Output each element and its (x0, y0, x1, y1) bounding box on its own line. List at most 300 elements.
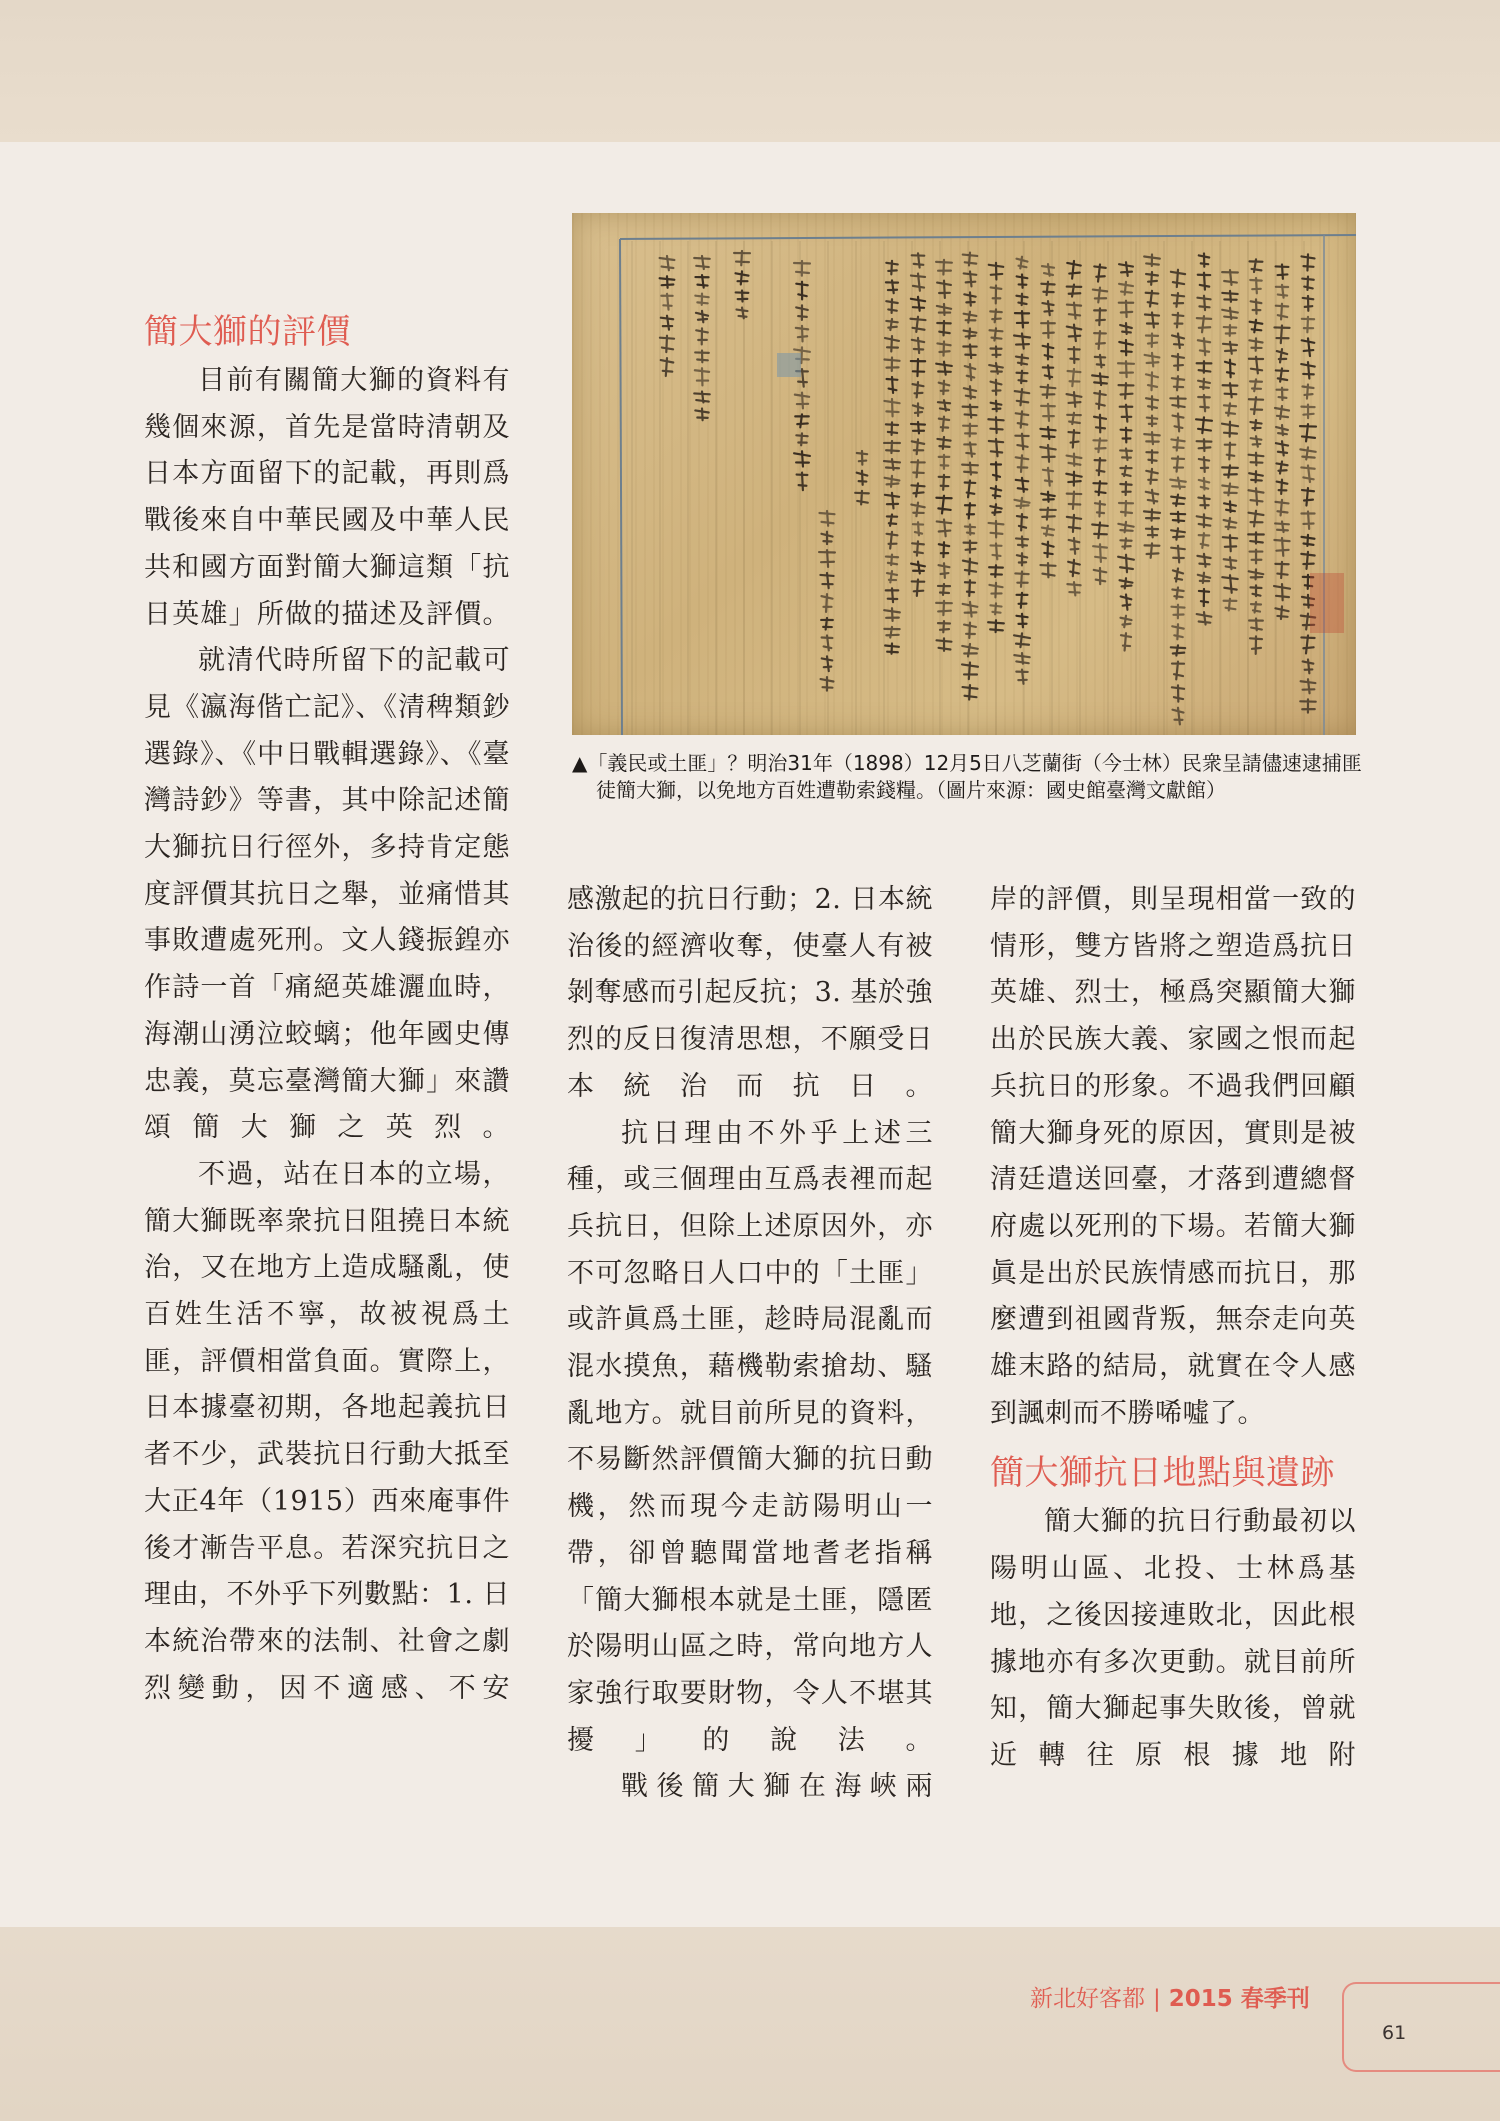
handwriting-glyph (1069, 430, 1080, 448)
handwriting-glyph (1275, 562, 1288, 578)
handwriting-glyph (937, 304, 951, 315)
handwriting-glyph (937, 321, 950, 335)
handwriting-glyph (1301, 362, 1315, 378)
handwriting-glyph (1199, 589, 1209, 606)
handwriting-glyph (1119, 340, 1132, 355)
handwriting-glyph (795, 393, 809, 409)
handwriting-glyph (963, 559, 977, 575)
handwriting-glyph (1223, 535, 1237, 551)
handwriting-glyph (1120, 482, 1131, 495)
handwriting-glyph (936, 601, 952, 615)
handwriting-glyph (1041, 282, 1054, 295)
handwriting-glyph (1119, 501, 1133, 516)
handwriting-glyph (1146, 372, 1158, 390)
handwriting-glyph (884, 608, 900, 621)
handwriting-glyph (1249, 397, 1263, 414)
handwriting-glyph (1274, 325, 1289, 343)
handwriting-glyph (796, 326, 808, 342)
handwriting-glyph (1198, 496, 1209, 509)
handwriting-glyph (991, 401, 1002, 412)
handwriting-glyph (695, 368, 709, 385)
handwriting-glyph (1094, 308, 1106, 325)
handwriting-glyph (736, 290, 749, 301)
handwriting-glyph (1069, 538, 1080, 554)
handwriting-glyph (988, 417, 1003, 433)
handwriting-glyph (694, 391, 709, 402)
handwriting-glyph (1224, 599, 1237, 611)
handwriting-glyph (1223, 383, 1238, 397)
handwriting-glyph (963, 253, 977, 266)
section-heading-sites: 簡大獅抗日地點與遺跡 (990, 1453, 1335, 1494)
handwriting-glyph (1196, 417, 1212, 433)
handwriting-glyph (964, 442, 975, 456)
handwriting-glyph (1017, 553, 1027, 565)
handwriting-glyph (1222, 291, 1237, 302)
handwriting-glyph (989, 363, 1003, 374)
handwriting-glyph (1067, 261, 1080, 279)
handwriting-glyph (1121, 633, 1131, 650)
handwriting-glyph (1041, 404, 1055, 421)
handwriting-glyph (1276, 425, 1288, 435)
frame-line (620, 235, 1356, 239)
handwriting-glyph (695, 275, 708, 288)
handwriting-glyph (1301, 679, 1316, 693)
handwriting-glyph (1068, 560, 1080, 576)
handwriting-glyph (886, 422, 898, 435)
handwriting-glyph (1173, 313, 1184, 328)
handwriting-glyph (1041, 385, 1056, 398)
handwriting-glyph (821, 677, 834, 690)
handwriting-glyph (1068, 369, 1081, 386)
handwriting-glyph (1249, 357, 1263, 374)
handwriting-glyph (1015, 498, 1030, 508)
handwriting-glyph (1067, 413, 1081, 424)
handwriting-glyph (796, 282, 807, 300)
paragraph: 就清代時所留下的記載可見《瀛海偕亡記》、《清稗類鈔選錄》、《中日戰輯選錄》、《臺灣詩鈔》等書，其中除記述簡大獅抗日行徑外，多持肯定態度評價其抗日之舉，並痛惜其事敗遭處死刑。文人錢振鍠亦作詩一首「痛絕英雄灑血時，海潮山湧泣蛟螭；他年國史傳忠義，莫忘臺灣簡大獅」來讚頌簡大獅之英烈。 (144, 645, 510, 1144)
handwriting-glyph (1017, 274, 1028, 287)
handwriting-glyph (855, 491, 869, 505)
handwriting-glyph (1222, 270, 1238, 285)
handwriting-glyph (1068, 347, 1079, 363)
handwriting-glyph (797, 473, 808, 491)
handwriting-glyph (963, 685, 978, 699)
bottom-background-band (0, 1927, 1500, 2121)
handwriting-glyph (660, 276, 675, 288)
handwriting-glyph (936, 496, 951, 514)
handwriting-glyph (1094, 391, 1105, 409)
handwriting-glyph (1146, 450, 1157, 463)
handwriting-glyph (1172, 456, 1184, 471)
handwriting-glyph (821, 532, 832, 544)
handwriting-glyph (857, 471, 868, 485)
handwriting-glyph (962, 463, 978, 475)
handwriting-glyph (1119, 383, 1134, 399)
handwriting-glyph (990, 603, 1001, 614)
handwriting-glyph (884, 459, 900, 470)
handwriting-glyph (1250, 320, 1263, 333)
handwriting-glyph (661, 316, 673, 330)
handwriting-glyph (1067, 582, 1080, 595)
handwriting-glyph (1146, 334, 1158, 347)
handwriting-glyph (796, 433, 807, 445)
handwriting-glyph (1199, 253, 1209, 266)
handwriting-glyph (963, 424, 977, 437)
handwriting-glyph (1095, 355, 1105, 368)
handwriting-glyph (1066, 472, 1081, 486)
handwriting-glyph (1224, 501, 1236, 512)
handwriting-glyph (912, 541, 924, 555)
handwriting-glyph (822, 635, 833, 650)
handwriting-glyph (695, 294, 708, 305)
handwriting-glyph (1300, 699, 1315, 712)
handwriting-glyph (1093, 288, 1107, 303)
handwriting-glyph (991, 486, 1001, 498)
handwriting-glyph (991, 285, 1002, 303)
handwriting-glyph (1014, 633, 1030, 647)
handwriting-glyph (1249, 471, 1263, 482)
handwriting-glyph (1249, 569, 1264, 579)
handwriting-glyph (1277, 388, 1288, 400)
handwriting-glyph (1197, 612, 1212, 624)
handwriting-glyph (660, 336, 674, 352)
handwriting-glyph (963, 405, 978, 418)
handwriting-glyph (1118, 361, 1134, 377)
article-column-2 (567, 877, 933, 1811)
handwriting-glyph (1197, 316, 1211, 332)
handwriting-glyph (1198, 338, 1210, 355)
handwriting-glyph (911, 460, 924, 477)
handwriting-glyph (1301, 512, 1314, 529)
manuscript-illustration (572, 213, 1356, 735)
handwriting-glyph (857, 451, 867, 465)
page-number-tab (1342, 1982, 1500, 2072)
handwriting-glyph (1015, 571, 1028, 586)
handwriting-glyph (1144, 509, 1160, 520)
handwriting-glyph (911, 422, 925, 433)
handwriting-glyph (887, 571, 897, 582)
handwriting-glyph (965, 524, 975, 534)
handwriting-glyph (1171, 495, 1185, 506)
handwriting-glyph (1172, 662, 1184, 680)
handwriting-glyph (884, 399, 899, 416)
handwriting-glyph (1222, 308, 1238, 319)
handwriting-glyph (661, 294, 672, 310)
handwriting-glyph (884, 357, 899, 371)
handwriting-glyph (1119, 282, 1133, 295)
handwriting-glyph (1146, 291, 1159, 307)
handwriting-glyph (1095, 501, 1105, 516)
handwriting-glyph (1118, 555, 1134, 572)
handwriting-glyph (1199, 533, 1210, 548)
handwriting-glyph (964, 312, 977, 323)
handwriting-glyph (1171, 512, 1185, 522)
handwriting-glyph (822, 656, 833, 671)
handwriting-glyph (936, 362, 952, 375)
article-column-1 (144, 310, 510, 1712)
handwriting-glyph (886, 555, 898, 566)
handwriting-glyph (912, 439, 924, 454)
handwriting-glyph (887, 514, 897, 525)
section-heading-evaluation: 簡大獅的評價 (144, 312, 351, 352)
handwriting-glyph (937, 638, 952, 650)
handwriting-glyph (964, 329, 977, 339)
handwriting-glyph (913, 382, 924, 397)
handwriting-glyph (1172, 588, 1183, 599)
handwriting-glyph (887, 532, 898, 549)
handwriting-glyph (1016, 614, 1027, 628)
handwriting-glyph (989, 583, 1002, 597)
handwriting-glyph (1016, 411, 1029, 427)
paragraph: 戰後簡大獅在海峽兩 (621, 1771, 933, 1803)
footer-separator: | (1153, 1986, 1161, 2012)
handwriting-glyph (1274, 538, 1289, 556)
handwriting-glyph (1094, 415, 1106, 433)
handwriting-glyph (965, 503, 975, 518)
handwriting-glyph (886, 261, 897, 275)
handwriting-glyph (1120, 466, 1131, 476)
handwriting-glyph (1017, 371, 1028, 383)
handwriting-glyph (937, 437, 950, 449)
handwriting-glyph (885, 493, 899, 509)
handwriting-glyph (1301, 405, 1314, 419)
handwriting-glyph (964, 271, 977, 286)
handwriting-glyph (1249, 453, 1264, 466)
handwriting-glyph (819, 550, 835, 567)
handwriting-glyph (1251, 602, 1261, 612)
page-number: 61 (1382, 2022, 1407, 2044)
handwriting-glyph (1015, 389, 1029, 405)
handwriting-glyph (1224, 325, 1236, 336)
handwriting-glyph (965, 580, 975, 596)
handwriting-glyph (991, 380, 1002, 395)
handwriting-glyph (1300, 447, 1315, 459)
handwriting-glyph (1118, 522, 1133, 532)
handwriting-glyph (911, 503, 924, 517)
handwriting-glyph (1197, 439, 1212, 451)
handwriting-glyph (885, 476, 900, 487)
magazine-name: 新北好客都 (1030, 1986, 1145, 2012)
handwriting-glyph (1300, 424, 1316, 441)
handwriting-glyph (1222, 465, 1238, 477)
handwriting-glyph (911, 562, 925, 574)
handwriting-glyph (1016, 355, 1028, 365)
handwriting-glyph (1249, 338, 1262, 350)
handwriting-glyph (1275, 521, 1289, 532)
handwriting-glyph (963, 602, 978, 617)
handwriting-glyph (1121, 428, 1132, 443)
handwriting-glyph (964, 386, 976, 398)
paragraph: 抗日理由不外乎上述三種，或三個理由互爲表裡而起兵抗日，但除上述原因外，亦不可忽略日人口中的「土匪」或許眞爲土匪，趁時局混亂而混水摸魚，藉機勒索搶劫、騷亂地方。就目前所見的資料，不易斷然評價簡大獅的抗日動機，然而現今走訪陽明山一帶，卻曾聽聞當地耆老指稱「簡大獅根本就是土匪，隱匿於陽明山區之時，常向地方人家強行取要財物，令人不堪其擾」的說法。 (567, 1117, 933, 1756)
handwriting-glyph (1276, 285, 1288, 298)
handwriting-glyph (1016, 294, 1027, 305)
handwriting-glyph (734, 251, 750, 265)
handwriting-glyph (1067, 454, 1082, 466)
handwriting-glyph (1093, 544, 1107, 562)
handwriting-glyph (1093, 481, 1106, 495)
handwriting-glyph (821, 618, 833, 630)
handwriting-glyph (885, 336, 899, 351)
handwriting-glyph (1120, 323, 1132, 334)
handwriting-glyph (936, 260, 952, 275)
handwriting-glyph (1014, 333, 1030, 348)
handwriting-glyph (1250, 379, 1262, 391)
handwriting-glyph (694, 256, 709, 269)
handwriting-glyph (1121, 594, 1132, 609)
handwriting-glyph (737, 308, 748, 319)
handwriting-glyph (886, 299, 897, 313)
handwriting-glyph (913, 403, 923, 416)
handwriting-glyph (911, 274, 925, 291)
handwriting-glyph (1146, 396, 1158, 409)
handwriting-glyph (962, 644, 978, 656)
handwriting-glyph (1301, 465, 1314, 482)
handwriting-glyph (1017, 593, 1028, 608)
handwriting-glyph (1197, 296, 1210, 310)
handwriting-glyph (912, 253, 925, 267)
handwriting-glyph (989, 521, 1004, 537)
handwriting-glyph (1144, 255, 1160, 267)
handwriting-glyph (1250, 550, 1263, 564)
handwriting-glyph (1093, 438, 1106, 452)
handwriting-glyph (1016, 536, 1028, 547)
handwriting-glyph (1248, 532, 1264, 543)
handwriting-glyph (1275, 606, 1288, 619)
handwriting-glyph (1277, 480, 1288, 494)
handwriting-glyph (1172, 685, 1184, 701)
handwriting-glyph (1041, 492, 1054, 502)
handwriting-glyph (1014, 653, 1029, 663)
handwriting-glyph (911, 359, 925, 376)
handwriting-glyph (1067, 392, 1082, 407)
paragraph: 目前有關簡大獅的資料有幾個來源，首先是當時清朝及日本方面留下的記載，再則爲戰後來自中華民國及中華人民共和國方面對簡大獅這類「抗日英雄」所做的描述及評價。 (144, 365, 510, 630)
handwriting-glyph (1223, 342, 1237, 354)
handwriting-glyph (991, 462, 1001, 480)
handwriting-glyph (1275, 406, 1289, 419)
handwriting-glyph (1171, 270, 1185, 287)
handwriting-glyph (696, 328, 708, 344)
handwriting-glyph (911, 297, 925, 311)
blue-seal-mark (777, 353, 801, 377)
handwriting-glyph (988, 620, 1004, 632)
handwriting-glyph (886, 280, 898, 293)
handwriting-glyph (1040, 508, 1055, 520)
handwriting-glyph (1250, 636, 1262, 654)
paragraph: 簡大獅的抗日行動最初以陽明山區、北投、士林爲基地，之後因接連敗北，因此根據地亦有多次更動。就目前所知，簡大獅起事失敗後，曾就近轉往原根據地附 (990, 1506, 1356, 1771)
handwriting-glyph (1302, 254, 1315, 270)
handwriting-glyph (1222, 575, 1237, 593)
handwriting-glyph (1120, 448, 1132, 460)
handwriting-glyph (989, 565, 1003, 577)
handwriting-glyph (1041, 321, 1055, 338)
handwriting-glyph (1016, 670, 1027, 684)
handwriting-glyph (1251, 436, 1262, 447)
handwriting-glyph (1197, 361, 1212, 372)
handwriting-glyph (1145, 353, 1160, 366)
handwriting-glyph (1094, 264, 1105, 281)
handwriting-glyph (1092, 373, 1108, 385)
handwriting-glyph (937, 341, 950, 355)
handwriting-glyph (1302, 535, 1315, 546)
handwriting-glyph (1145, 312, 1159, 327)
handwriting-glyph (1224, 403, 1236, 415)
handwriting-glyph (1146, 272, 1158, 285)
handwriting-glyph (1172, 333, 1184, 348)
handwriting-glyph (937, 519, 952, 536)
handwriting-glyph (696, 311, 708, 322)
handwriting-glyph (1040, 563, 1055, 577)
handwriting-glyph (1094, 568, 1106, 584)
handwriting-glyph (962, 662, 978, 679)
handwriting-glyph (1277, 349, 1287, 362)
handwriting-glyph (965, 481, 976, 498)
handwriting-glyph (1173, 414, 1184, 432)
handwriting-glyph (1249, 488, 1264, 504)
handwriting-glyph (820, 573, 833, 588)
handwriting-glyph (1251, 585, 1262, 596)
handwriting-glyph (1067, 325, 1081, 341)
handwriting-glyph (1170, 478, 1186, 489)
handwriting-glyph (1145, 543, 1160, 557)
handwriting-glyph (1171, 546, 1185, 563)
handwriting-glyph (1251, 299, 1262, 313)
handwriting-glyph (1146, 469, 1157, 484)
handwriting-glyph (1250, 259, 1263, 272)
handwriting-glyph (1015, 434, 1028, 450)
handwriting-glyph (660, 256, 675, 270)
handwriting-glyph (1172, 293, 1184, 307)
handwriting-glyph (695, 408, 708, 420)
handwriting-glyph (1067, 492, 1082, 509)
handwriting-glyph (990, 328, 1003, 340)
handwriting-glyph (1198, 395, 1210, 411)
handwriting-glyph (1016, 478, 1028, 492)
paragraph: 感激起的抗日行動；2. 日本統治後的經濟收奪，使臺人有被剝奪感而引起反抗；3. 基於強烈的反日復清思想，不願受日本統治而抗日。 (567, 884, 933, 1102)
handwriting-glyph (1067, 515, 1081, 532)
handwriting-glyph (989, 263, 1003, 280)
handwriting-glyph (1067, 285, 1082, 297)
red-seal-stamp (1310, 573, 1344, 633)
handwriting-glyph (1172, 624, 1183, 639)
handwriting-glyph (937, 281, 951, 298)
paragraph: 不過，站在日本的立場，簡大獅既率衆抗日阻撓日本統治，又在地方上造成騷亂，使百姓生活不寧，故被視爲土匪，評價相當負面。實際上，日本據臺初期，各地起義抗日者不少，武裝抗日行動大抵至大正4年（1915）西來庵事件後才漸告平息。若深究抗日之理由，不外乎下列數點：1. 日本統治帶來的法制、社會之劇烈變動，因不適感、不安 (144, 1158, 510, 1704)
handwriting-glyph (911, 483, 924, 496)
handwriting-glyph (1095, 458, 1106, 475)
handwriting-glyph (1225, 360, 1235, 377)
handwriting-glyph (1172, 354, 1184, 370)
handwriting-glyph (1249, 618, 1263, 630)
handwriting-glyph (1222, 422, 1238, 437)
handwriting-glyph (885, 644, 899, 654)
handwriting-glyph (1171, 645, 1185, 655)
handwriting-glyph (990, 504, 1001, 515)
handwriting-glyph (884, 441, 900, 453)
handwriting-glyph (1015, 311, 1029, 327)
handwriting-glyph (1146, 527, 1158, 538)
handwriting-glyph (1225, 443, 1235, 460)
handwriting-glyph (1092, 522, 1108, 538)
handwriting-glyph (1040, 445, 1055, 462)
top-background-band (0, 0, 1500, 142)
handwriting-glyph (886, 588, 898, 602)
figure-caption: ▲「義民或土匪」？明治31年（1898）12月5日八芝蘭街（今士林）民衆呈請儘速逮捕匪徒簡大獅，以免地方百姓遭勒索錢糧。（圖片來源：國史館臺灣文獻館） (572, 751, 1362, 802)
handwriting-glyph (1173, 708, 1184, 725)
handwriting-glyph (1147, 416, 1157, 427)
handwriting-glyph (1040, 427, 1055, 439)
frame-line (620, 239, 622, 735)
handwriting-glyph (1301, 635, 1314, 653)
handwriting-glyph (1170, 396, 1185, 407)
handwriting-glyph (1119, 301, 1133, 317)
